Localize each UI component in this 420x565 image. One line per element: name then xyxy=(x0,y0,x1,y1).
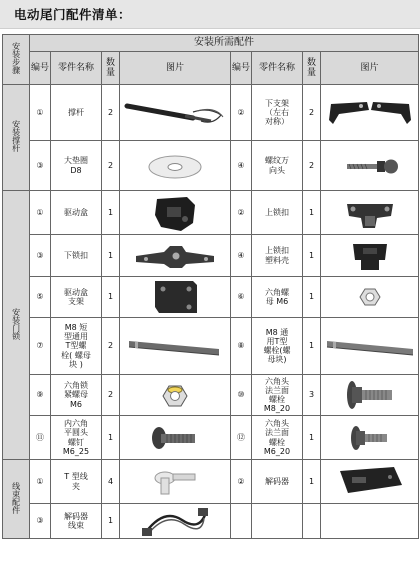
drive-box-icon xyxy=(147,193,203,233)
col-no-header: 编号 xyxy=(231,52,252,85)
part-picture xyxy=(120,504,231,539)
part-picture xyxy=(120,235,231,277)
part-qty: 4 xyxy=(102,460,120,504)
latch-plastic-shell-icon xyxy=(345,238,395,274)
part-name: 大垫圈 D8 xyxy=(51,141,102,191)
t-cable-clip-icon xyxy=(147,464,203,500)
part-qty: 2 xyxy=(102,375,120,416)
part-number xyxy=(231,504,252,539)
part-number: ④ xyxy=(231,141,252,191)
part-number: ⑩ xyxy=(231,375,252,416)
part-name: 六角头 法兰面 螺栓 M8_20 xyxy=(252,375,303,416)
part-name: 下锁扣 xyxy=(51,235,102,277)
part-picture xyxy=(321,141,419,191)
part-picture xyxy=(321,375,419,416)
part-qty: 1 xyxy=(102,191,120,235)
part-name: 下支架 （左右 对称） xyxy=(252,85,303,141)
part-number: ① xyxy=(30,191,51,235)
button-head-screw-icon xyxy=(145,420,205,456)
part-number: ③ xyxy=(30,504,51,539)
part-picture xyxy=(120,85,231,141)
part-picture xyxy=(120,191,231,235)
part-name: 螺纹万 向头 xyxy=(252,141,303,191)
table-row xyxy=(3,235,419,277)
part-picture xyxy=(120,318,231,375)
part-picture xyxy=(321,504,419,539)
part-picture xyxy=(321,460,419,504)
required-parts-header: 安装所需配件 xyxy=(30,35,419,52)
table-row xyxy=(3,416,419,460)
table-row xyxy=(3,460,419,504)
part-name: 驱动盒 xyxy=(51,191,102,235)
part-name: 上锁扣 xyxy=(252,191,303,235)
table-row xyxy=(3,277,419,318)
part-qty: 1 xyxy=(102,416,120,460)
part-qty: 2 xyxy=(102,141,120,191)
part-qty: 1 xyxy=(303,460,321,504)
flat-washer-icon xyxy=(140,151,210,181)
table-row xyxy=(3,318,419,375)
part-number: ③ xyxy=(30,141,51,191)
part-qty: 2 xyxy=(303,85,321,141)
part-number: ② xyxy=(231,85,252,141)
table-row xyxy=(3,141,419,191)
part-name: 解码器 xyxy=(252,460,303,504)
step-cell xyxy=(3,460,30,539)
part-qty xyxy=(303,504,321,539)
wire-harness-icon xyxy=(140,504,210,538)
part-number: ① xyxy=(30,460,51,504)
part-qty: 2 xyxy=(102,85,120,141)
title-bar xyxy=(0,0,420,29)
part-number: ② xyxy=(231,191,252,235)
part-picture xyxy=(321,318,419,375)
lock-nut-icon xyxy=(155,378,195,412)
page-title: 电动尾门配件清单： xyxy=(14,7,132,22)
col-qty-header: 数量 xyxy=(102,52,120,85)
part-name: M8 通 用T型 螺栓(螺 母块) xyxy=(252,318,303,375)
drive-box-bracket-icon xyxy=(145,277,205,317)
part-name: 内六角 平圆头 螺钉 M6_25 xyxy=(51,416,102,460)
part-name: 六角头 法兰面 螺栓 M6_20 xyxy=(252,416,303,460)
part-picture xyxy=(321,191,419,235)
part-picture xyxy=(120,416,231,460)
part-number: ⑨ xyxy=(30,375,51,416)
t-bolt-short-icon xyxy=(125,333,225,359)
flange-bolt-icon xyxy=(338,375,402,415)
part-picture xyxy=(321,235,419,277)
part-number: ⑧ xyxy=(231,318,252,375)
hex-nut-icon xyxy=(352,284,388,310)
strut-bar-icon xyxy=(123,97,227,129)
part-number: ⑪ xyxy=(30,416,51,460)
part-qty: 1 xyxy=(303,191,321,235)
part-picture xyxy=(120,460,231,504)
part-qty: 1 xyxy=(303,318,321,375)
lower-bracket-pair-icon xyxy=(325,96,415,130)
part-number: ① xyxy=(30,85,51,141)
part-number: ⑤ xyxy=(30,277,51,318)
step-cell xyxy=(3,85,30,191)
part-qty: 1 xyxy=(102,235,120,277)
ball-joint-stud-icon xyxy=(335,151,405,181)
step-header: 安装步骤 xyxy=(3,35,30,85)
lower-latch-plate-icon xyxy=(130,242,220,270)
step-label: 线束配件 xyxy=(11,481,21,514)
step-label: 安装门锁 xyxy=(11,307,21,340)
part-qty: 1 xyxy=(303,235,321,277)
col-name-header: 零件名称 xyxy=(51,52,102,85)
col-no-header: 编号 xyxy=(30,52,51,85)
part-name: 驱动盒 支架 xyxy=(51,277,102,318)
parts-table xyxy=(2,34,419,539)
step-cell xyxy=(3,191,30,460)
part-qty: 1 xyxy=(303,416,321,460)
part-qty: 3 xyxy=(303,375,321,416)
part-picture xyxy=(321,277,419,318)
part-qty: 2 xyxy=(303,141,321,191)
part-picture xyxy=(120,141,231,191)
part-qty: 2 xyxy=(102,318,120,375)
part-qty: 1 xyxy=(102,504,120,539)
table-row xyxy=(3,375,419,416)
col-pic-header: 图片 xyxy=(321,52,419,85)
decoder-box-icon xyxy=(332,463,408,501)
part-name: 上锁扣 塑料壳 xyxy=(252,235,303,277)
t-bolt-long-icon xyxy=(323,333,417,359)
table-row xyxy=(3,504,419,539)
col-qty-header: 数量 xyxy=(303,52,321,85)
part-name: 解码器 线束 xyxy=(51,504,102,539)
part-number: ⑥ xyxy=(231,277,252,318)
flange-bolt-small-icon xyxy=(342,420,398,456)
part-number: ⑦ xyxy=(30,318,51,375)
part-picture xyxy=(120,277,231,318)
col-pic-header: 图片 xyxy=(120,52,231,85)
part-name xyxy=(252,504,303,539)
part-number: ③ xyxy=(30,235,51,277)
part-name: 六角螺 母 M6 xyxy=(252,277,303,318)
table-row xyxy=(3,85,419,141)
part-picture xyxy=(321,416,419,460)
part-number: ② xyxy=(231,460,252,504)
table-row xyxy=(3,191,419,235)
step-label: 安装撑杆 xyxy=(11,120,21,153)
part-picture xyxy=(120,375,231,416)
col-name-header: 零件名称 xyxy=(252,52,303,85)
part-qty: 1 xyxy=(303,277,321,318)
part-picture xyxy=(321,85,419,141)
part-name: M8 短 型通用 T型螺 栓( 螺母 块 ) xyxy=(51,318,102,375)
part-qty: 1 xyxy=(102,277,120,318)
part-number: ⑫ xyxy=(231,416,252,460)
part-name: 撑杆 xyxy=(51,85,102,141)
part-number: ④ xyxy=(231,235,252,277)
upper-latch-icon xyxy=(341,194,399,232)
part-name: T 型线 夹 xyxy=(51,460,102,504)
part-name: 六角锁 紧螺母 M6 xyxy=(51,375,102,416)
